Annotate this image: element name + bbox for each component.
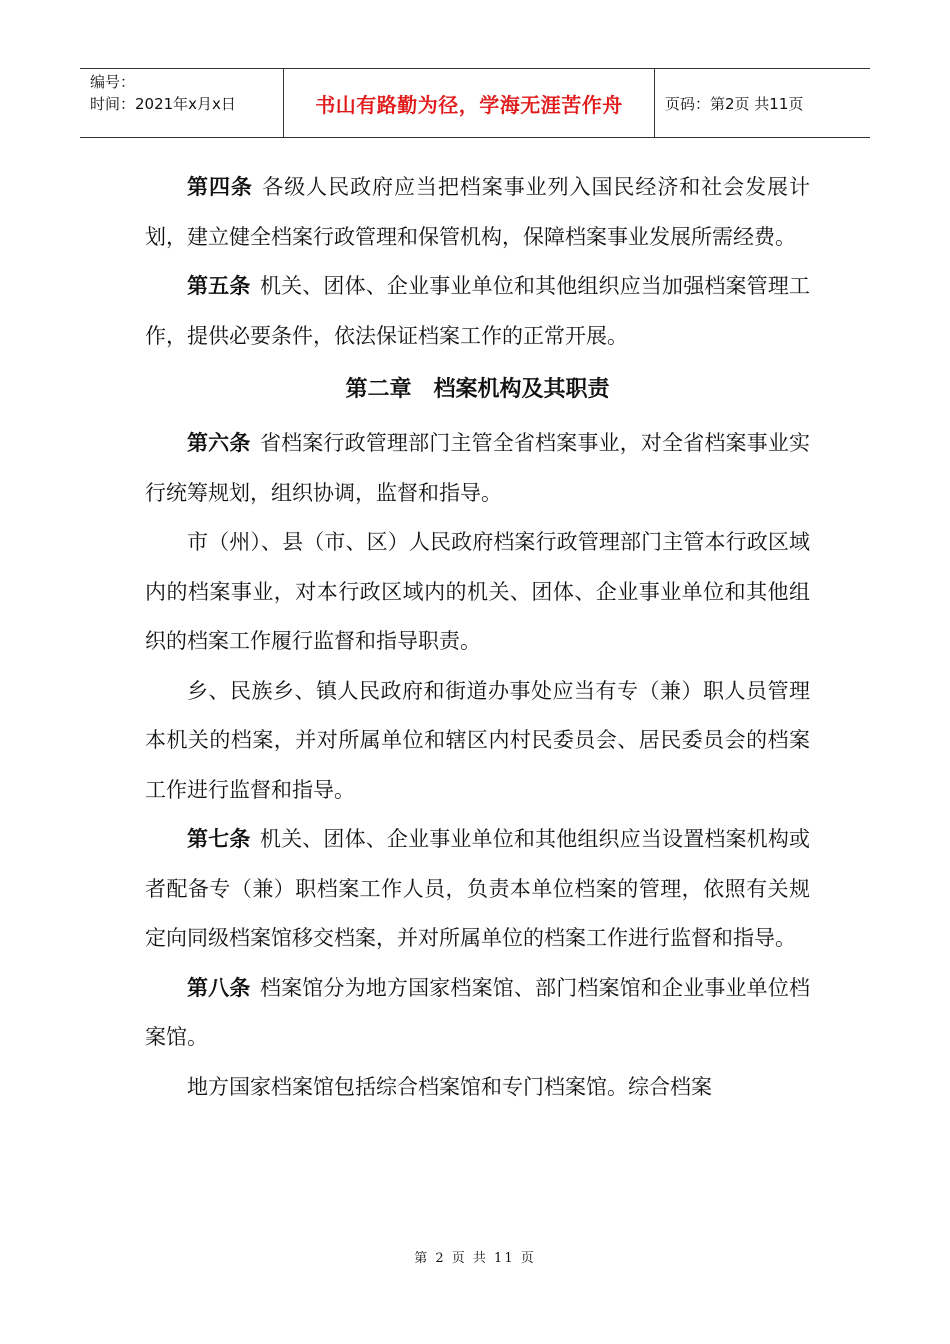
article-text: 机关、团体、企业事业单位和其他组织应当设置档案机构或者配备专（兼）职档案工作人员，负责本单位档案的管理，依照有关规定向同级档案馆移交档案，并对所属单位的档案工作进行监督和指导。 <box>145 827 811 950</box>
article-number: 第六条 <box>187 431 251 455</box>
article-text: 乡、民族乡、镇人民政府和街道办事处应当有专（兼）职人员管理本机关的档案，并对所属单位和辖区内村民委员会、居民委员会的档案工作进行监督和指导。 <box>145 678 810 802</box>
article-number: 第八条 <box>187 975 251 1000</box>
paragraph-article-5 <box>145 262 810 361</box>
paragraph-article-6 <box>145 419 810 518</box>
paragraph-article-8-clause-2 <box>145 1063 810 1113</box>
header-page-info: 页码：第2页 共11页 <box>665 94 804 113</box>
paragraph-article-7 <box>145 815 810 964</box>
code-label: 编号： <box>90 73 136 91</box>
page-header <box>80 68 870 138</box>
paragraph-article-4 <box>145 163 810 262</box>
paragraph-article-6-clause-2 <box>145 518 810 667</box>
page-footer: 第 2 页 共 11 页 <box>414 1251 536 1266</box>
header-motto: 书山有路勤为径，学海无涯苦作舟 <box>283 69 655 137</box>
article-number: 第四条 <box>187 175 253 199</box>
article-text: 档案馆分为地方国家档案馆、部门档案馆和企业事业单位档案馆。 <box>145 975 811 1049</box>
article-text: 市（州）、县（市、区）人民政府档案行政管理部门主管本行政区域内的档案事业，对本行政区域内的机关、团体、企业事业单位和其他组织的档案工作履行监督和指导职责。 <box>145 530 810 653</box>
chapter-heading: 第二章 档案机构及其职责 <box>345 377 610 402</box>
time-label: 时间：2021年x月x日 <box>90 95 236 113</box>
article-text: 机关、团体、企业事业单位和其他组织应当加强档案管理工作，提供必要条件，依法保证档案工作的正常开展。 <box>145 274 811 348</box>
article-text: 地方国家档案馆包括综合档案馆和专门档案馆。综合档案 <box>187 1074 712 1099</box>
document-body <box>145 163 810 1112</box>
paragraph-article-8 <box>145 964 810 1063</box>
article-text: 省档案行政管理部门主管全省档案事业，对全省档案事业实行统筹规划，组织协调，监督和指导。 <box>145 431 811 505</box>
paragraph-article-6-clause-3 <box>145 667 810 816</box>
article-text: 各级人民政府应当把档案事业列入国民经济和社会发展计划，建立健全档案行政管理和保管机构，保障档案事业发展所需经费。 <box>145 175 811 249</box>
header-meta <box>80 69 283 137</box>
article-number: 第七条 <box>187 827 251 851</box>
article-number: 第五条 <box>187 274 251 298</box>
